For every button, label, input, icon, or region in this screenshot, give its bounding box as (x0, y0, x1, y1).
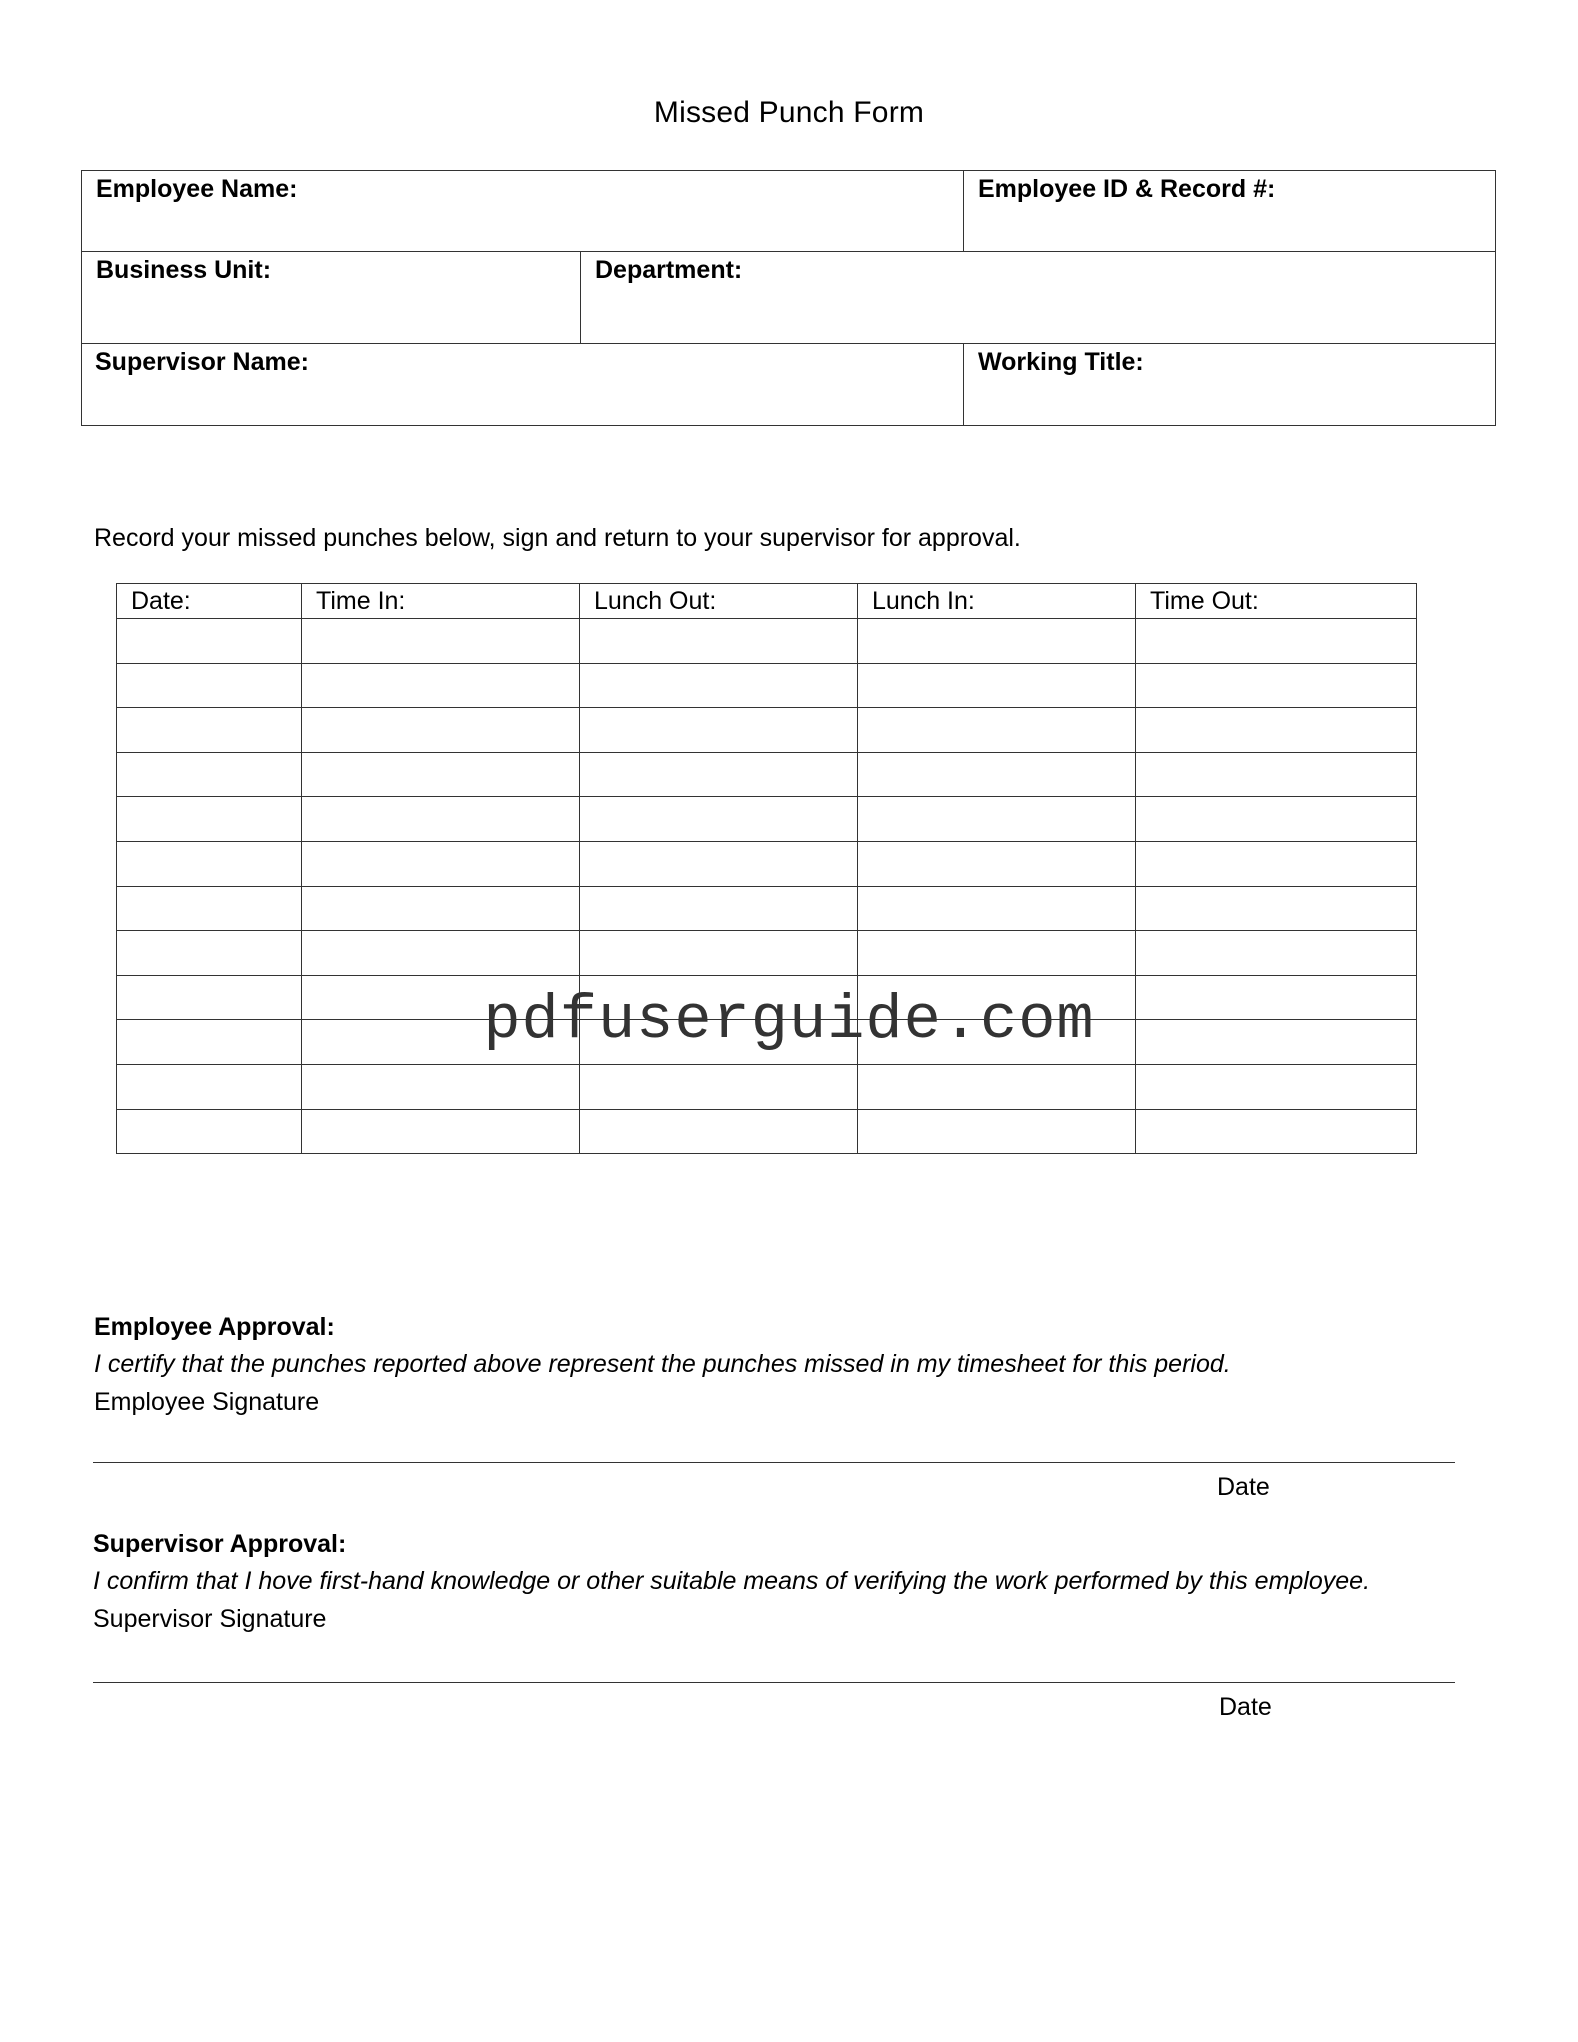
column-header-time-in: Time In: (302, 584, 580, 619)
cell-lunch-out[interactable] (580, 886, 858, 931)
cell-date[interactable] (117, 975, 302, 1020)
cell-time-out[interactable] (1136, 797, 1417, 842)
column-header-lunch-out: Lunch Out: (580, 584, 858, 619)
cell-lunch-out[interactable] (580, 975, 858, 1020)
cell-date[interactable] (117, 1064, 302, 1109)
table-row (117, 708, 1417, 753)
table-row (117, 619, 1417, 664)
info-row-2 (82, 252, 1495, 344)
column-header-time-out: Time Out: (1136, 584, 1417, 619)
cell-lunch-in[interactable] (858, 841, 1136, 886)
column-header-date: Date: (117, 584, 302, 619)
cell-time-out[interactable] (1136, 886, 1417, 931)
cell-time-out[interactable] (1136, 975, 1417, 1020)
cell-time-in[interactable] (302, 931, 580, 976)
table-row (117, 663, 1417, 708)
cell-time-in[interactable] (302, 975, 580, 1020)
cell-time-in[interactable] (302, 1064, 580, 1109)
column-header-lunch-in: Lunch In: (858, 584, 1136, 619)
cell-time-in[interactable] (302, 752, 580, 797)
supervisor-approval-label: Supervisor Approval: (93, 1530, 347, 1558)
cell-time-in[interactable] (302, 886, 580, 931)
cell-date[interactable] (117, 619, 302, 664)
cell-time-out[interactable] (1136, 1020, 1417, 1065)
table-row (117, 752, 1417, 797)
cell-time-out[interactable] (1136, 708, 1417, 753)
form-title: Missed Punch Form (653, 96, 925, 129)
working-title-field[interactable]: Working Title: (963, 344, 1495, 425)
cell-lunch-in[interactable] (858, 931, 1136, 976)
cell-lunch-in[interactable] (858, 886, 1136, 931)
cell-date[interactable] (117, 708, 302, 753)
cell-lunch-in[interactable] (858, 1109, 1136, 1154)
cell-time-in[interactable] (302, 797, 580, 842)
cell-lunch-in[interactable] (858, 975, 1136, 1020)
punch-table (116, 583, 1417, 1154)
table-row (117, 841, 1417, 886)
cell-lunch-in[interactable] (858, 1064, 1136, 1109)
info-row-1 (82, 171, 1495, 252)
cell-date[interactable] (117, 1020, 302, 1065)
cell-date[interactable] (117, 663, 302, 708)
table-row (117, 1064, 1417, 1109)
cell-date[interactable] (117, 1109, 302, 1154)
cell-time-in[interactable] (302, 619, 580, 664)
cell-lunch-in[interactable] (858, 797, 1136, 842)
cell-date[interactable] (117, 841, 302, 886)
cell-lunch-out[interactable] (580, 752, 858, 797)
cell-lunch-in[interactable] (858, 619, 1136, 664)
cell-lunch-out[interactable] (580, 797, 858, 842)
table-row (117, 1020, 1417, 1065)
supervisor-approval-statement: I confirm that I hove first-hand knowledge or other suitable means of verifying the work performed by this employee. (93, 1567, 1371, 1595)
supervisor-name-field[interactable]: Supervisor Name: (95, 348, 309, 376)
employee-info-box (81, 170, 1496, 426)
table-row (117, 886, 1417, 931)
supervisor-signature-label: Supervisor Signature (93, 1605, 327, 1633)
table-row (117, 975, 1417, 1020)
cell-lunch-in[interactable] (858, 708, 1136, 753)
table-row (117, 931, 1417, 976)
cell-lunch-in[interactable] (858, 663, 1136, 708)
cell-time-out[interactable] (1136, 663, 1417, 708)
employee-signature-line[interactable] (93, 1462, 1455, 1463)
cell-lunch-in[interactable] (858, 1020, 1136, 1065)
cell-lunch-in[interactable] (858, 752, 1136, 797)
business-unit-field[interactable]: Business Unit: (96, 256, 272, 284)
employee-name-field[interactable]: Employee Name: (96, 175, 298, 203)
cell-lunch-out[interactable] (580, 1064, 858, 1109)
cell-lunch-out[interactable] (580, 663, 858, 708)
cell-time-in[interactable] (302, 708, 580, 753)
employee-id-field[interactable]: Employee ID & Record #: (963, 171, 1495, 251)
table-row (117, 797, 1417, 842)
employee-approval-label: Employee Approval: (94, 1313, 335, 1341)
cell-time-out[interactable] (1136, 841, 1417, 886)
cell-lunch-out[interactable] (580, 841, 858, 886)
supervisor-signature-line[interactable] (93, 1682, 1455, 1683)
info-row-3 (82, 344, 1495, 425)
cell-time-out[interactable] (1136, 752, 1417, 797)
cell-lunch-out[interactable] (580, 1109, 858, 1154)
cell-time-out[interactable] (1136, 1109, 1417, 1154)
table-row (117, 1109, 1417, 1154)
cell-date[interactable] (117, 752, 302, 797)
cell-time-in[interactable] (302, 1109, 580, 1154)
cell-lunch-out[interactable] (580, 1020, 858, 1065)
supervisor-date-label: Date (1219, 1693, 1272, 1721)
cell-lunch-out[interactable] (580, 931, 858, 976)
employee-approval-statement: I certify that the punches reported above represent the punches missed in my timesheet for this period. (94, 1350, 1231, 1378)
cell-date[interactable] (117, 931, 302, 976)
cell-date[interactable] (117, 797, 302, 842)
cell-time-out[interactable] (1136, 1064, 1417, 1109)
cell-time-out[interactable] (1136, 931, 1417, 976)
cell-lunch-out[interactable] (580, 708, 858, 753)
cell-date[interactable] (117, 886, 302, 931)
cell-time-in[interactable] (302, 841, 580, 886)
employee-date-label: Date (1217, 1473, 1270, 1501)
instruction-text: Record your missed punches below, sign and return to your supervisor for approval. (94, 524, 1021, 552)
employee-signature-label: Employee Signature (94, 1388, 320, 1416)
cell-lunch-out[interactable] (580, 619, 858, 664)
punch-table-header (117, 584, 1417, 619)
watermark: pdfuserguide.com (483, 985, 1095, 1056)
cell-time-in[interactable] (302, 1020, 580, 1065)
department-field[interactable]: Department: (580, 252, 1495, 343)
punch-table-body (117, 619, 1417, 1154)
cell-time-out[interactable] (1136, 619, 1417, 664)
cell-time-in[interactable] (302, 663, 580, 708)
